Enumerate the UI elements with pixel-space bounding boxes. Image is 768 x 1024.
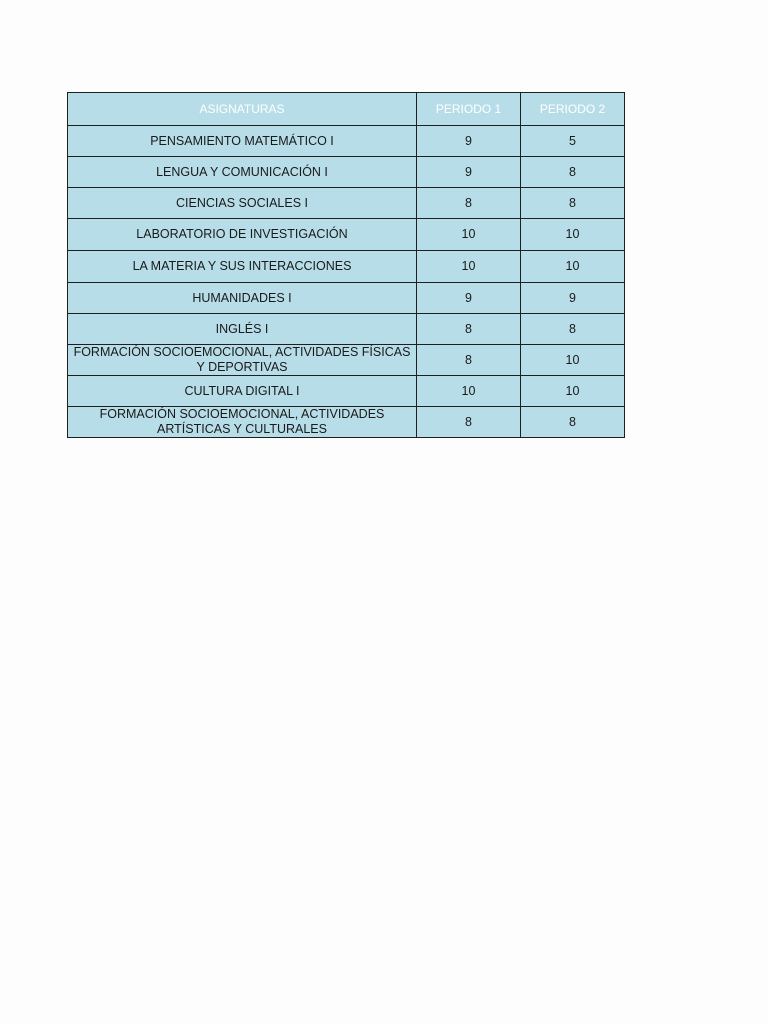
period-2-grade: 10: [521, 219, 625, 251]
period-1-grade: 9: [417, 126, 521, 157]
table-row: [68, 251, 625, 283]
period-1-grade: 10: [417, 251, 521, 283]
subject-cell: CULTURA DIGITAL I: [68, 376, 417, 407]
period-1-grade: 8: [417, 314, 521, 345]
subject-cell: FORMACIÓN SOCIOEMOCIONAL, ACTIVIDADES FÍSICAS Y DEPORTIVAS: [68, 345, 417, 376]
period-2-grade: 5: [521, 126, 625, 157]
subject-cell: HUMANIDADES I: [68, 283, 417, 314]
period-1-grade: 10: [417, 376, 521, 407]
period-2-grade: 10: [521, 251, 625, 283]
table-row: [68, 314, 625, 345]
subject-cell: LENGUA Y COMUNICACIÓN I: [68, 157, 417, 188]
period-2-grade: 9: [521, 283, 625, 314]
subject-cell: LA MATERIA Y SUS INTERACCIONES: [68, 251, 417, 283]
header-subjects: ASIGNATURAS: [68, 93, 417, 126]
table-row: [68, 219, 625, 251]
table-row: [68, 126, 625, 157]
table-row: [68, 376, 625, 407]
period-2-grade: 8: [521, 314, 625, 345]
subject-cell: LABORATORIO DE INVESTIGACIÓN: [68, 219, 417, 251]
grades-table: [67, 92, 625, 438]
period-2-grade: 8: [521, 157, 625, 188]
period-2-grade: 10: [521, 345, 625, 376]
table-row: [68, 407, 625, 438]
period-2-grade: 8: [521, 188, 625, 219]
period-1-grade: 10: [417, 219, 521, 251]
table-row: [68, 345, 625, 376]
subject-cell: FORMACIÓN SOCIOEMOCIONAL, ACTIVIDADES ARTÍSTICAS Y CULTURALES: [68, 407, 417, 438]
subject-cell: CIENCIAS SOCIALES I: [68, 188, 417, 219]
table-row: [68, 283, 625, 314]
header-period-2: PERIODO 2: [521, 93, 625, 126]
period-1-grade: 8: [417, 345, 521, 376]
period-2-grade: 10: [521, 376, 625, 407]
period-1-grade: 8: [417, 188, 521, 219]
period-1-grade: 9: [417, 157, 521, 188]
period-1-grade: 9: [417, 283, 521, 314]
table-row: [68, 188, 625, 219]
header-period-1: PERIODO 1: [417, 93, 521, 126]
subject-cell: PENSAMIENTO MATEMÁTICO I: [68, 126, 417, 157]
period-1-grade: 8: [417, 407, 521, 438]
table-row: [68, 157, 625, 188]
subject-cell: INGLÉS I: [68, 314, 417, 345]
period-2-grade: 8: [521, 407, 625, 438]
table-header-row: [68, 93, 625, 126]
